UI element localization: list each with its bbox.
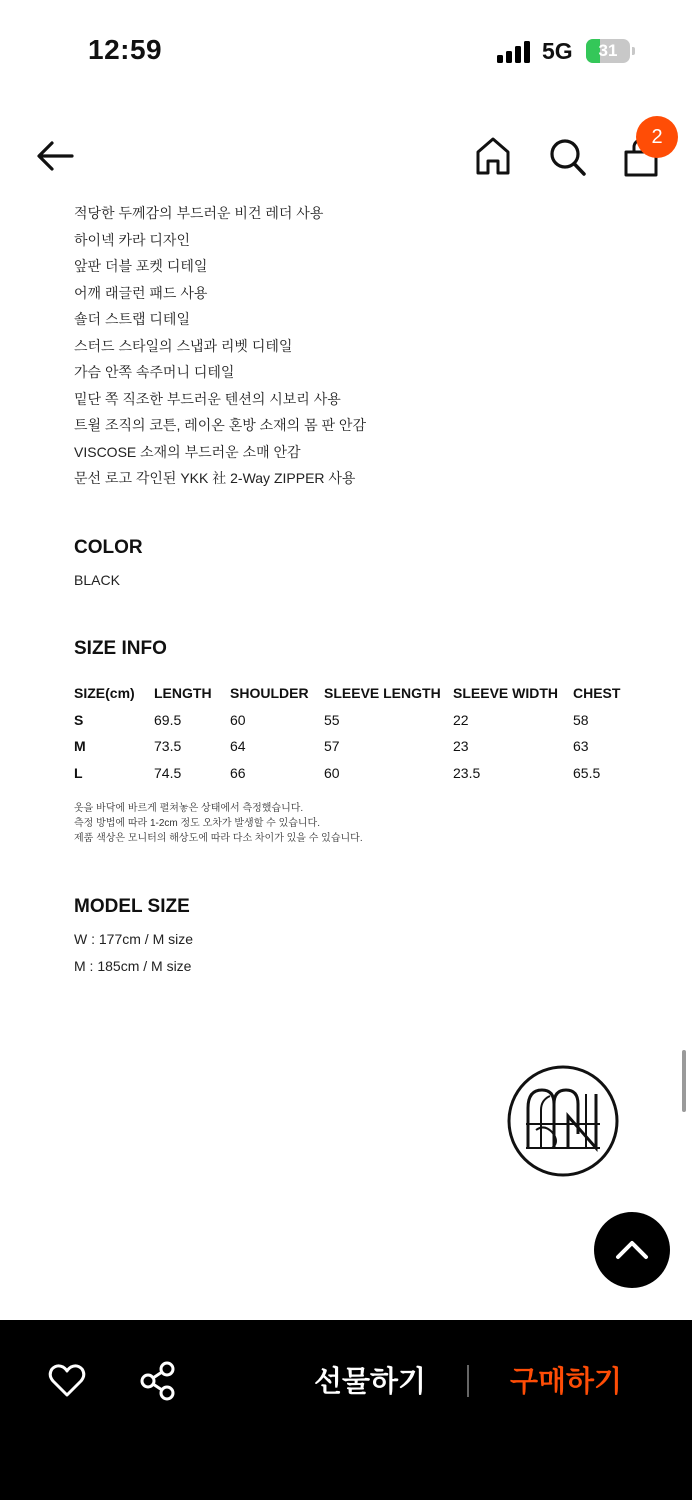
model-size-info [74, 928, 193, 981]
description-item: 하이넥 카라 디자인 [74, 231, 190, 248]
description-item: 밑단 쪽 직조한 부드러운 텐션의 시보리 사용 [74, 390, 341, 407]
size-cell: 55 [324, 711, 340, 728]
brand-logo [506, 1064, 620, 1178]
home-icon [472, 134, 514, 178]
search-icon [546, 134, 588, 178]
note-line: 옷을 바닥에 바르게 펼쳐놓은 상태에서 측정했습니다. [74, 803, 304, 814]
clock: 12:59 [88, 34, 163, 65]
search-button[interactable] [546, 134, 588, 178]
size-table-header: SIZE(cm) [74, 685, 135, 702]
size-table-header: CHEST [573, 685, 621, 702]
size-cell: 60 [324, 764, 340, 781]
share-icon [138, 1360, 178, 1402]
description-item: 어깨 래글런 패드 사용 [74, 284, 208, 301]
product-description [74, 200, 674, 492]
description-item: VISCOSE 소재의 부드러운 소매 안감 [74, 443, 301, 460]
description-item: 트윌 조직의 코튼, 레이온 혼방 소재의 몸 판 안감 [74, 417, 366, 433]
model-size-line: W : 177cm / M size [74, 931, 194, 947]
cart-count-badge: 2 [636, 116, 678, 158]
wishlist-button[interactable] [48, 1362, 86, 1400]
size-table-header: SHOULDER [230, 685, 309, 702]
description-item: 문선 로고 각인된 YKK 社 2-Way ZIPPER 사용 [74, 470, 356, 486]
buy-button[interactable]: 구매하기 [509, 1366, 623, 1398]
size-cell: 22 [453, 711, 469, 728]
size-table-header: SLEEVE WIDTH [453, 685, 559, 702]
cellular-signal-icon [497, 41, 533, 63]
size-table-row [74, 733, 653, 760]
bottom-action-bar [0, 1320, 692, 1500]
heart-icon [48, 1362, 86, 1400]
battery-cap [632, 47, 635, 55]
battery-icon [586, 39, 630, 63]
scrollbar-thumb[interactable] [682, 1050, 686, 1112]
size-cell: 63 [573, 738, 589, 755]
bottom-bar-divider [467, 1365, 469, 1397]
description-list [74, 200, 674, 492]
color-value: BLACK [74, 572, 120, 588]
network-type: 5G [542, 38, 573, 64]
back-button[interactable] [32, 134, 80, 178]
size-cell: 74.5 [154, 764, 182, 781]
share-button[interactable] [138, 1360, 178, 1402]
status-bar [0, 0, 692, 100]
back-arrow-icon [32, 134, 80, 178]
description-item: 가슴 안쪽 속주머니 디테일 [74, 364, 235, 380]
top-nav-bar [0, 100, 692, 204]
chevron-up-icon [594, 1212, 670, 1288]
home-button[interactable] [472, 134, 514, 178]
size-table-row [74, 707, 653, 734]
model-size-line: M : 185cm / M size [74, 957, 192, 974]
size-table-header: SLEEVE LENGTH [324, 685, 441, 702]
size-label: M [74, 738, 86, 755]
size-cell: 69.5 [154, 711, 182, 728]
measurement-notes [74, 801, 363, 846]
gift-button[interactable]: 선물하기 [313, 1366, 427, 1398]
color-section-title: COLOR [74, 537, 143, 558]
size-cell: 64 [230, 738, 246, 755]
size-cell: 73.5 [154, 738, 182, 755]
size-table-header: LENGTH [154, 685, 212, 702]
size-cell: 57 [324, 738, 340, 755]
note-line: 측정 방법에 따라 1-2cm 정도 오차가 발생할 수 있습니다. [74, 818, 320, 829]
description-item: 적당한 두께감의 부드러운 비건 레더 사용 [74, 205, 324, 221]
scroll-to-top-button[interactable] [594, 1212, 670, 1288]
model-size-title: MODEL SIZE [74, 896, 190, 917]
size-cell: 60 [230, 711, 246, 728]
size-label: L [74, 764, 83, 781]
size-cell: 66 [230, 764, 246, 781]
battery-percent: 31 [598, 41, 618, 60]
size-label: S [74, 711, 84, 728]
description-item: 스터드 스타일의 스냅과 리벳 디테일 [74, 337, 293, 354]
description-item: 숄더 스트랩 디테일 [74, 311, 190, 327]
size-cell: 23 [453, 738, 469, 755]
description-item: 앞판 더블 포켓 디테일 [74, 258, 208, 274]
size-cell: 58 [573, 711, 589, 728]
size-table-header-row [74, 680, 653, 707]
note-line: 제품 색상은 모니터의 해상도에 따라 다소 차이가 있을 수 있습니다. [74, 833, 363, 844]
size-cell: 23.5 [453, 764, 481, 781]
size-cell: 65.5 [573, 764, 601, 781]
size-table-row [74, 760, 653, 787]
size-table [74, 680, 653, 786]
size-info-title: SIZE INFO [74, 638, 167, 659]
